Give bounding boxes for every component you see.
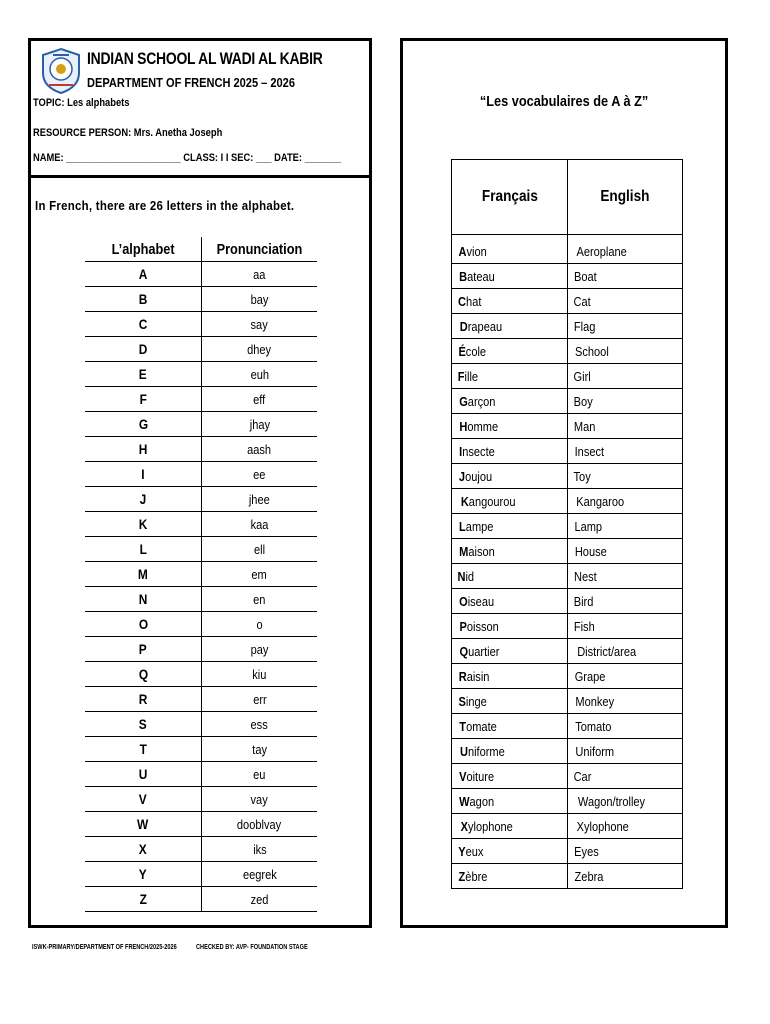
alphabet-pronunciation: say <box>202 312 318 337</box>
table-row <box>85 512 317 537</box>
table-row <box>85 462 317 487</box>
french-word: Singe <box>452 689 568 714</box>
english-header: English <box>568 160 683 235</box>
french-word: Tomate <box>452 714 568 739</box>
footer-department: ISWK-PRIMARY/DEPARTMENT OF FRENCH/2025-2026 <box>32 944 177 951</box>
french-header: Français <box>452 160 568 235</box>
english-word: Car <box>568 764 683 789</box>
table-row <box>85 387 317 412</box>
table-row <box>452 564 683 589</box>
alphabet-letter: N <box>85 587 202 612</box>
french-word: Avion <box>452 235 568 264</box>
alphabet-letter: L <box>85 537 202 562</box>
alphabet-pronunciation: pay <box>202 637 318 662</box>
alphabet-pronunciation: jhay <box>202 412 318 437</box>
french-word: Joujou <box>452 464 568 489</box>
department-title: DEPARTMENT OF FRENCH 2025 – 2026 <box>87 75 295 90</box>
pronunciation-header: Pronunciation <box>202 237 318 262</box>
english-word: Fish <box>568 614 683 639</box>
english-word: Zebra <box>568 864 683 889</box>
english-word: Monkey <box>568 689 683 714</box>
french-word: Fille <box>452 364 568 389</box>
table-row <box>452 439 683 464</box>
alphabet-pronunciation: aash <box>202 437 318 462</box>
alphabet-pronunciation: ess <box>202 712 318 737</box>
alphabet-header: L’alphabet <box>85 237 202 262</box>
alphabet-pronunciation: iks <box>202 837 318 862</box>
school-name: INDIAN SCHOOL AL WADI AL KABIR <box>87 49 323 68</box>
school-crest-icon <box>39 47 83 95</box>
alphabet-pronunciation: dooblvay <box>202 812 318 837</box>
table-row <box>452 489 683 514</box>
intro-text: In French, there are 26 letters in the alphabet. <box>35 198 295 213</box>
table-row <box>85 837 317 862</box>
english-word: House <box>568 539 683 564</box>
table-row <box>85 412 317 437</box>
alphabet-letter: B <box>85 287 202 312</box>
alphabet-panel <box>28 38 372 928</box>
alphabet-pronunciation: kaa <box>202 512 318 537</box>
alphabet-pronunciation: eu <box>202 762 318 787</box>
french-word: Homme <box>452 414 568 439</box>
alphabet-letter: Q <box>85 662 202 687</box>
table-row <box>85 562 317 587</box>
alphabet-letter: X <box>85 837 202 862</box>
alphabet-letter: P <box>85 637 202 662</box>
french-word: Nid <box>452 564 568 589</box>
english-word: Tomato <box>568 714 683 739</box>
alphabet-pronunciation: ell <box>202 537 318 562</box>
footer-checked-by: CHECKED BY: AVP- FOUNDATION STAGE <box>196 944 308 951</box>
alphabet-letter: J <box>85 487 202 512</box>
english-word: Toy <box>568 464 683 489</box>
english-word: District/area <box>568 639 683 664</box>
alphabet-letter: K <box>85 512 202 537</box>
table-row <box>85 437 317 462</box>
english-word: Kangaroo <box>568 489 683 514</box>
english-word: Girl <box>568 364 683 389</box>
alphabet-pronunciation: em <box>202 562 318 587</box>
table-row <box>85 312 317 337</box>
vocabulary-table <box>451 159 683 889</box>
table-row <box>452 864 683 889</box>
table-row <box>85 762 317 787</box>
english-word: Grape <box>568 664 683 689</box>
french-word: Garçon <box>452 389 568 414</box>
table-row <box>452 264 683 289</box>
alphabet-letter: R <box>85 687 202 712</box>
alphabet-pronunciation: bay <box>202 287 318 312</box>
alphabet-pronunciation: zed <box>202 887 318 912</box>
alphabet-pronunciation: kiu <box>202 662 318 687</box>
french-word: Quartier <box>452 639 568 664</box>
table-row <box>85 537 317 562</box>
french-word: Poisson <box>452 614 568 639</box>
french-word: Yeux <box>452 839 568 864</box>
alphabet-letter: U <box>85 762 202 787</box>
table-row <box>452 664 683 689</box>
alphabet-letter: C <box>85 312 202 337</box>
english-word: School <box>568 339 683 364</box>
table-row <box>85 262 317 287</box>
header-divider <box>31 175 369 178</box>
alphabet-letter: F <box>85 387 202 412</box>
alphabet-pronunciation: eff <box>202 387 318 412</box>
french-word: Drapeau <box>452 314 568 339</box>
resource-person-line: RESOURCE PERSON: Mrs. Anetha Joseph <box>33 127 223 139</box>
alphabet-pronunciation: tay <box>202 737 318 762</box>
french-word: Voiture <box>452 764 568 789</box>
alphabet-pronunciation: euh <box>202 362 318 387</box>
alphabet-pronunciation: eegrek <box>202 862 318 887</box>
table-row <box>452 235 683 264</box>
french-word: Xylophone <box>452 814 568 839</box>
table-row <box>452 614 683 639</box>
french-word: Insecte <box>452 439 568 464</box>
alphabet-letter: M <box>85 562 202 587</box>
table-row <box>85 687 317 712</box>
french-word: Wagon <box>452 789 568 814</box>
table-row <box>85 712 317 737</box>
alphabet-table <box>85 237 317 912</box>
table-row <box>452 364 683 389</box>
alphabet-pronunciation: aa <box>202 262 318 287</box>
table-row <box>452 814 683 839</box>
table-row <box>85 737 317 762</box>
alphabet-letter: D <box>85 337 202 362</box>
french-word: Zèbre <box>452 864 568 889</box>
alphabet-letter: Y <box>85 862 202 887</box>
english-word: Boy <box>568 389 683 414</box>
table-row <box>85 362 317 387</box>
table-row <box>452 639 683 664</box>
table-row <box>452 389 683 414</box>
alphabet-letter: E <box>85 362 202 387</box>
table-row <box>452 689 683 714</box>
table-row <box>85 787 317 812</box>
table-row <box>452 289 683 314</box>
alphabet-letter: O <box>85 612 202 637</box>
topic-line: TOPIC: Les alphabets <box>33 97 130 109</box>
table-row <box>85 612 317 637</box>
alphabet-pronunciation: ee <box>202 462 318 487</box>
english-word: Lamp <box>568 514 683 539</box>
alphabet-pronunciation: dhey <box>202 337 318 362</box>
english-word: Insect <box>568 439 683 464</box>
english-word: Uniform <box>568 739 683 764</box>
french-word: Raisin <box>452 664 568 689</box>
english-word: Nest <box>568 564 683 589</box>
alphabet-letter: Z <box>85 887 202 912</box>
english-word: Boat <box>568 264 683 289</box>
french-word: Lampe <box>452 514 568 539</box>
table-row <box>452 789 683 814</box>
table-row <box>85 337 317 362</box>
french-word: Uniforme <box>452 739 568 764</box>
table-row <box>452 464 683 489</box>
table-row <box>85 637 317 662</box>
table-row <box>85 587 317 612</box>
table-row <box>452 339 683 364</box>
english-word: Man <box>568 414 683 439</box>
alphabet-pronunciation: err <box>202 687 318 712</box>
alphabet-letter: H <box>85 437 202 462</box>
french-word: Bateau <box>452 264 568 289</box>
english-word: Eyes <box>568 839 683 864</box>
alphabet-letter: W <box>85 812 202 837</box>
alphabet-letter: S <box>85 712 202 737</box>
table-row <box>452 589 683 614</box>
english-word: Aeroplane <box>568 235 683 264</box>
table-row <box>85 487 317 512</box>
alphabet-letter: I <box>85 462 202 487</box>
french-word: Maison <box>452 539 568 564</box>
french-word: Chat <box>452 289 568 314</box>
table-row <box>452 839 683 864</box>
english-word: Flag <box>568 314 683 339</box>
table-row <box>85 862 317 887</box>
table-row <box>452 764 683 789</box>
english-word: Bird <box>568 589 683 614</box>
table-row <box>85 287 317 312</box>
vocabulary-panel <box>400 38 728 928</box>
french-word: École <box>452 339 568 364</box>
english-word: Cat <box>568 289 683 314</box>
table-row <box>452 314 683 339</box>
table-row <box>85 887 317 912</box>
french-word: Oiseau <box>452 589 568 614</box>
table-row <box>85 662 317 687</box>
alphabet-letter: G <box>85 412 202 437</box>
student-info-line: NAME: ______________________ CLASS: I I SEC: ___ DATE: _______ <box>33 152 342 164</box>
alphabet-pronunciation: en <box>202 587 318 612</box>
alphabet-letter: V <box>85 787 202 812</box>
alphabet-pronunciation: jhee <box>202 487 318 512</box>
table-row <box>452 414 683 439</box>
alphabet-letter: T <box>85 737 202 762</box>
alphabet-letter: A <box>85 262 202 287</box>
english-word: Xylophone <box>568 814 683 839</box>
english-word: Wagon/trolley <box>568 789 683 814</box>
alphabet-pronunciation: vay <box>202 787 318 812</box>
alphabet-pronunciation: o <box>202 612 318 637</box>
table-row <box>452 539 683 564</box>
table-row <box>452 714 683 739</box>
table-row <box>452 514 683 539</box>
table-row <box>85 812 317 837</box>
french-word: Kangourou <box>452 489 568 514</box>
table-row <box>452 739 683 764</box>
vocabulary-title: “Les vocabulaires de A à Z” <box>479 93 649 110</box>
